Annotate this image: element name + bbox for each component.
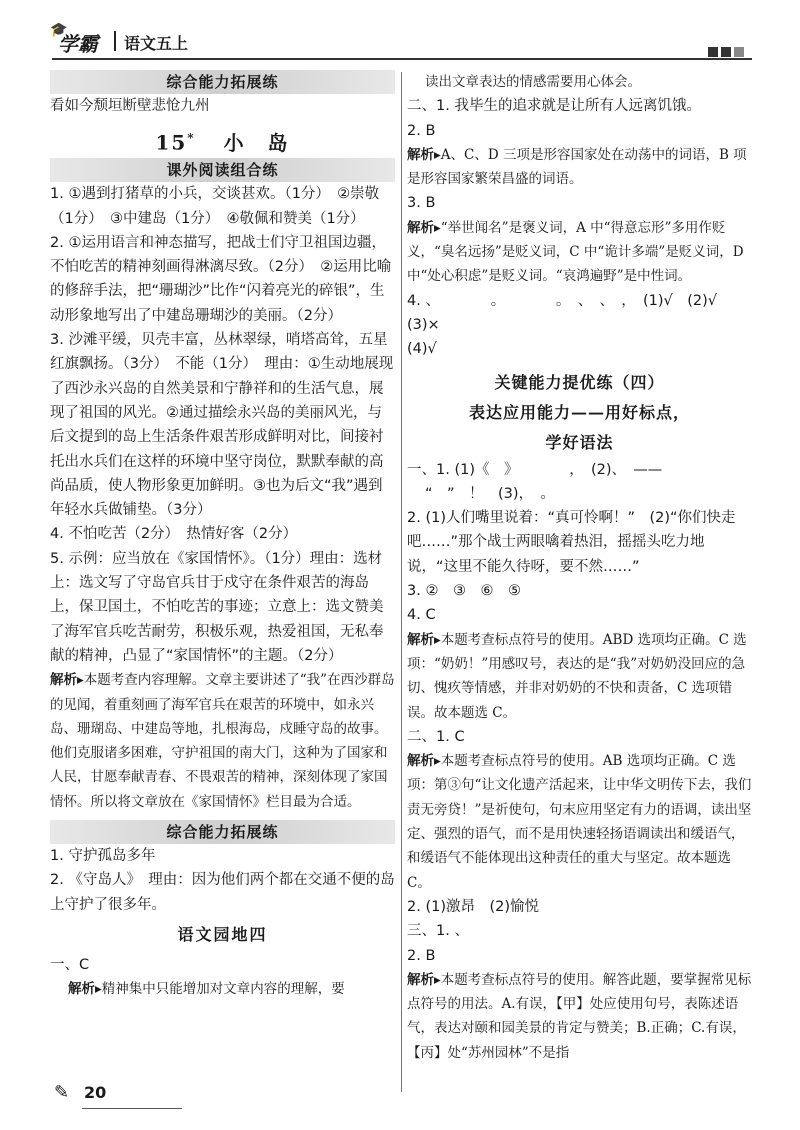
right-column xyxy=(407,70,752,1065)
column-divider xyxy=(401,72,402,1092)
answer-item: 4. C xyxy=(407,607,436,624)
answer-item: 5. 示例：应当放在《家国情怀》。（1分）理由：选材上：选文写了守岛官兵甘于戍守在条件艰苦的海岛上，保卫国土，不怕吃苦的事迹；立意上：选文赞美了海军官兵吃苦耐劳，积极乐观，热爱祖国，无私奉献的精神，凸显了“家国情怀”的主题。（2分） xyxy=(50,550,384,664)
graduation-cap-icon: 🎓 xyxy=(50,22,68,38)
analysis-paragraph: 解析▸本题考查内容理解。文章主要讲述了“我”在西沙群岛的见闻，着重刻画了海军官兵在艰苦的环境中，如永兴岛、珊瑚岛、中建岛等地，扎根海岛，戍睡守岛的故事。他们克服诸多困难，守护祖国的南大门，这种为了国家和人民，甘愿奉献青春、不畏艰苦的精神，深刻体现了家国情怀。所以将文章放在《家国情怀》栏目最为合适。 xyxy=(50,672,395,810)
analysis-text: 本题考查标点符号的使用。ABD 选项均正确。C 选项：“奶奶！”用感叹号，表达的是“我”对奶奶没回应的急切、愧疚等情感，并非对奶奶的不快和责备，C 选项错误。故本题选 C。 xyxy=(407,631,747,721)
lesson-title xyxy=(50,118,395,158)
analysis-text: 本题考查内容理解。文章主要讲述了“我”在西沙群岛的见闻，着重刻画了海军官兵在艰苦的环境中，如永兴岛、珊瑚岛、中建岛等地，扎根海岛，戍睡守岛的故事。他们克服诸多困难，守护祖国的南大门，这种为了国家和人民，甘愿奉献青春、不畏艰苦的精神，深刻体现了家国情怀。所以将文章放在《家国情怀》栏目最为合适。 xyxy=(50,672,395,810)
analysis-label: 解析 xyxy=(407,219,434,236)
analysis-text: A、C、D 三项是形容国家处在动荡中的词语，B 项是形容国家繁荣昌盛的词语。 xyxy=(407,146,747,188)
page-header xyxy=(50,22,752,62)
unit-title: 语文园地四 xyxy=(177,924,268,944)
answer-item: 二、1. C xyxy=(407,728,465,745)
answer-item: 3. ② ③ ⑥ ⑤ xyxy=(407,583,521,600)
answer-item: 2. 《守岛人》 理由：因为他们两个都在交通不便的岛上守护了很多年。 xyxy=(50,872,395,913)
subject-label: 语文五上 xyxy=(124,34,189,53)
analysis-label: 解析 xyxy=(68,981,95,998)
answer-item: 一、C xyxy=(50,956,90,973)
answer-item: (4)√ xyxy=(407,341,437,358)
analysis-label: 解析 xyxy=(407,971,434,988)
answer-item: 2. (1)人们嘴里说着：“真可怜啊！” (2)“你们快走吧……”那个战士两眼噙着热泪，摇摇头吃力地说，“这里不能久待呀，要不然……” xyxy=(407,510,736,575)
analysis-paragraph: 解析▸本题考查标点符号的使用。解答此题，要掌握常见标点符号的用法。A.有误，【甲】处应使用句号，表陈述语气，表达对颐和园美景的肯定与赞美；B.正确；C.有误，【丙】处“苏州园林”不是指 xyxy=(407,971,752,1061)
analysis-label: 解析 xyxy=(407,146,434,163)
lesson-number: 15 xyxy=(155,130,188,155)
analysis-label: 解析 xyxy=(407,753,434,770)
answer-item: 4. 不怕吃苦（2分） 热情好客（2分） xyxy=(50,526,298,543)
page-footer xyxy=(54,1078,384,1118)
page-number: 20 xyxy=(84,1083,107,1102)
answer-line: 读出文章表达的情感需要用心体会。 xyxy=(425,74,641,90)
answer-item: 2. ①运用语言和神态描写，把战士们守卫祖国边疆，不怕吃苦的精神刻画得淋漓尽致。（2分） ②运用比喻的修辞手法，把“珊瑚沙”比作“闪着亮光的碎银”，生动形象地写出了中建岛珊瑚沙的美丽。（2分） xyxy=(50,234,392,324)
section-band: 综合能力拓展练 xyxy=(50,70,395,94)
answer-line: 看如今颓垣断壁悲怆九州 xyxy=(50,98,210,114)
answer-item: 一、1. (1)《 》 ， (2)、 —— xyxy=(407,461,663,478)
header-separator xyxy=(114,31,116,51)
analysis-text: 本题考查标点符号的使用。AB 选项均正确。C 选项：第③句“让文化遗产活起来，让中华文明传下去，我们责无旁贷！”是祈使句，句末应用坚定有力的语调，读出坚定、强烈的语气，而不是用快速轻扬语调读出和缓语气，和缓语气不能体现出这种责任的重大与坚定。故本题选 C。 xyxy=(407,753,752,891)
lesson-star: * xyxy=(187,131,196,146)
section-title: 关键能力提优练（四） xyxy=(494,372,665,392)
analysis-paragraph: 解析▸本题考查标点符号的使用。ABD 选项均正确。C 选项：“奶奶！”用感叹号，表达的是“我”对奶奶没回应的急切、愧疚等情感，并非对奶奶的不快和责备，C 选项错误。故本题选 C。 xyxy=(407,631,747,721)
analysis-paragraph: 解析▸A、C、D 三项是形容国家处在动荡中的词语，B 项是形容国家繁荣昌盛的词语。 xyxy=(407,146,747,188)
section-subtitle: 学好语法 xyxy=(545,432,614,452)
answer-item: 4. 、 。 。 、 、 ， (1)√ (2)√ (3)× xyxy=(407,292,732,333)
lesson-name: 小 岛 xyxy=(223,130,290,155)
answer-item: 1. ①遇到打猪草的小兵，交谈甚欢。（1分） ②崇敬（1分） ③中建岛（1分） ④敬佩和赞美（1分） xyxy=(50,186,380,227)
brand-logo: 学霸 xyxy=(58,32,98,56)
analysis-paragraph: 解析▸精神集中只能增加对文章内容的理解，要 xyxy=(68,981,345,998)
analysis-text: 本题考查标点符号的使用。解答此题，要掌握常见标点符号的用法。A.有误，【甲】处应使用句号，表陈述语气，表达对颐和园美景的肯定与赞美；B.正确；C.有误，【丙】处“苏州园林”不是指 xyxy=(407,971,752,1061)
answer-item: 二、1. 我毕生的追求就是让所有人远离饥饿。 xyxy=(407,98,701,115)
pencil-icon: ✎ xyxy=(54,1082,70,1103)
answer-item: 2. B xyxy=(407,947,436,964)
answer-item: 2. B xyxy=(407,122,436,139)
answer-item: 3. 沙滩平缓，贝壳丰富，丛林翠绿，哨塔高耸，五星红旗飘扬。（3分） 不能（1分） 理由：①生动地展现了西沙永兴岛的自然美景和宁静祥和的生活气息，展现了祖国的风光。②通过描绘永兴岛的美丽风光，与后文提到的岛上生活条件艰苦形成鲜明对比，间接衬托出水兵们在这样的环境中坚守岗位，默默奉献的高尚品质，使人物形象更加鲜明。③也为后文“我”遇到年轻水兵做铺垫。（3分） xyxy=(50,332,394,519)
analysis-text: 精神集中只能增加对文章内容的理解，要 xyxy=(101,981,345,998)
section-subtitle: 表达应用能力——用好标点， xyxy=(468,402,690,422)
answer-item: “ ” ！ (3)， 。 xyxy=(425,485,555,502)
answer-item: 1. 守护孤岛多年 xyxy=(50,848,156,865)
analysis-label: 解析 xyxy=(50,672,77,689)
footer-rule xyxy=(82,1108,182,1109)
section-band: 综合能力拓展练 xyxy=(50,820,395,844)
header-rule xyxy=(52,58,752,60)
analysis-paragraph: 解析▸本题考查标点符号的使用。AB 选项均正确。C 选项：第③句“让文化遗产活起来，让中华文明传下去，我们责无旁贷！”是祈使句，句末应用坚定有力的语调，读出坚定、强烈的语气，而不是用快速轻扬语调读出和缓语气，和缓语气不能体现出这种责任的重大与坚定。故本题选 C。 xyxy=(407,753,752,891)
answer-item: 2. (1)激昂 (2)愉悦 xyxy=(407,898,540,915)
answer-item: 3. B xyxy=(407,195,436,212)
left-column xyxy=(50,70,395,1002)
answer-item: 三、1. 、 xyxy=(407,923,469,940)
analysis-text: “举世闻名”是褒义词，A 中“得意忘形”多用作贬义，“臭名远扬”是贬义词，C 中“诡计多端”是贬义词，D 中“处心积虑”是贬义词。“哀鸿遍野”是中性词。 xyxy=(407,219,744,285)
analysis-paragraph: 解析▸“举世闻名”是褒义词，A 中“得意忘形”多用作贬义，“臭名远扬”是贬义词，C 中“诡计多端”是贬义词，D 中“处心积虑”是贬义词。“哀鸿遍野”是中性词。 xyxy=(407,219,744,285)
analysis-label: 解析 xyxy=(407,631,434,648)
section-band: 课外阅读组合练 xyxy=(50,158,395,182)
